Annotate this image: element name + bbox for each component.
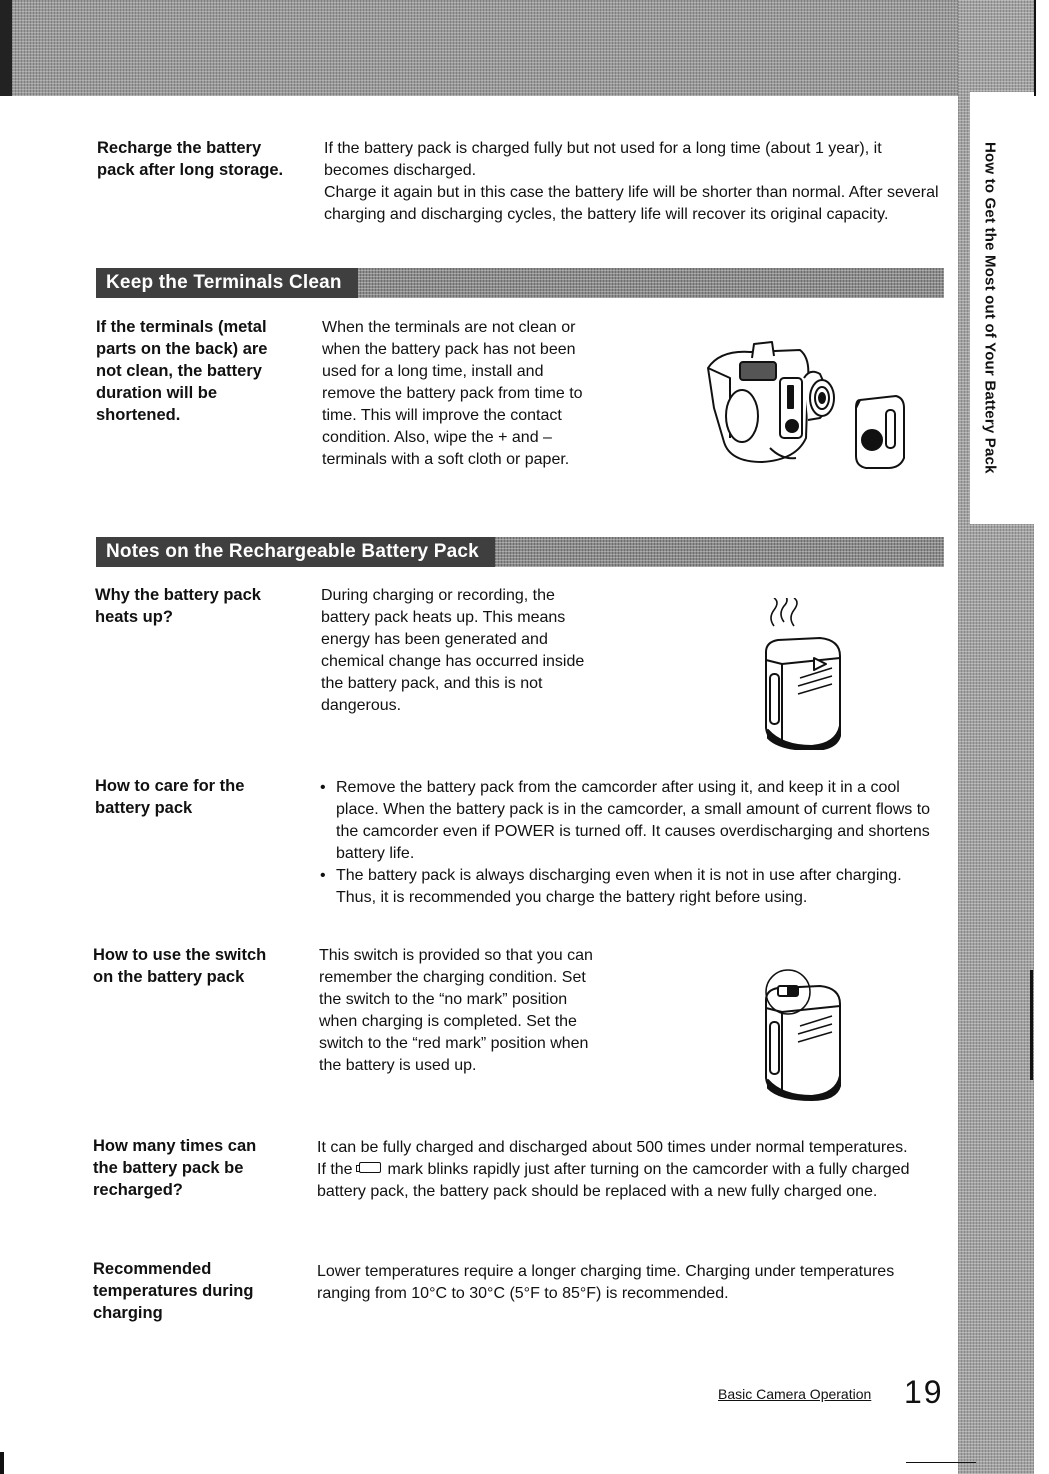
page-number: 19 bbox=[904, 1374, 944, 1410]
storage-label: Recharge the battery pack after long storage. bbox=[97, 139, 284, 179]
temps-text: Lower temperatures require a longer charging time. Charging under temperatures ranging from 10°C to 30°C (5°F to 85°F) is recommended. bbox=[317, 1263, 895, 1302]
warm-battery-illustration bbox=[752, 598, 852, 750]
care-text bbox=[319, 777, 935, 909]
care-label: How to care for the battery pack bbox=[95, 777, 245, 817]
care-bullet: • The battery pack is always discharging even when it is not in use after charging. bbox=[319, 865, 935, 887]
battery-switch-illustration bbox=[752, 966, 852, 1102]
switch-label: How to use the switch on the battery pack bbox=[93, 946, 267, 986]
terminals-label: If the terminals (metal parts on the back) are not clean, the battery duration will be shortened. bbox=[96, 318, 268, 424]
terminals-header bbox=[96, 268, 944, 298]
notes-header bbox=[96, 537, 944, 567]
care-note: Thus, it is recommended you charge the battery right before using. bbox=[336, 889, 808, 906]
footer-rule bbox=[906, 1462, 976, 1463]
times-label: How many times can the battery pack be recharged? bbox=[93, 1137, 257, 1199]
camcorder-battery-illustration bbox=[700, 338, 910, 478]
storage-text: If the battery pack is charged fully but not used for a long time (about 1 year), it becomes discharged. Charge it again but in this case the battery life will be shorter than normal. After several charging and discharging cycles, the battery life will recover its original capacity. bbox=[324, 140, 939, 223]
footer-section-name: Basic Camera Operation bbox=[718, 1386, 872, 1402]
bottom-left-mark bbox=[0, 1452, 4, 1474]
heats-label: Why the battery pack heats up? bbox=[95, 586, 261, 626]
top-halftone-band bbox=[0, 0, 958, 96]
top-band-edge bbox=[0, 0, 12, 96]
side-tab-label: How to Get the Most out of Your Battery Pack bbox=[981, 142, 999, 474]
terminals-text: When the terminals are not clean or when the battery pack has not been used for a long time, install and remove the battery pack from time to time. This will improve the contact condition. Also, wipe the + and – terminals with a soft cloth or paper. bbox=[322, 319, 583, 468]
right-edge-line bbox=[1034, 0, 1036, 96]
heats-text: During charging or recording, the battery pack heats up. This means energy has been generated and chemical change has occurred inside the battery pack, and this is not dangerous. bbox=[321, 587, 585, 714]
care-bullet: • Remove the battery pack from the camcorder after using it, and keep it in a cool place. When the battery pack is in the camcorder, a small amount of current flows to the camcorder even if POWER is turned off. It causes overdischarging and shortens battery life. bbox=[319, 777, 935, 865]
right-edge-mark bbox=[1030, 970, 1033, 1080]
battery-empty-icon bbox=[359, 1162, 381, 1173]
switch-text: This switch is provided so that you can remember the charging condition. Set the switch to the “no mark” position when charging is completed. Set the switch to the “red mark” position when the battery is used up. bbox=[319, 947, 593, 1074]
notes-header-title: Notes on the Rechargeable Battery Pack bbox=[96, 537, 495, 567]
times-text: It can be fully charged and discharged about 500 times under normal temperatures. If the mark blinks rapidly just after turning on the camcorder with a fully charged battery pack, the battery pack should be replaced with a new fully charged one. bbox=[317, 1139, 910, 1200]
temps-label: Recommended temperatures during charging bbox=[93, 1260, 254, 1322]
terminals-header-title: Keep the Terminals Clean bbox=[96, 268, 358, 298]
